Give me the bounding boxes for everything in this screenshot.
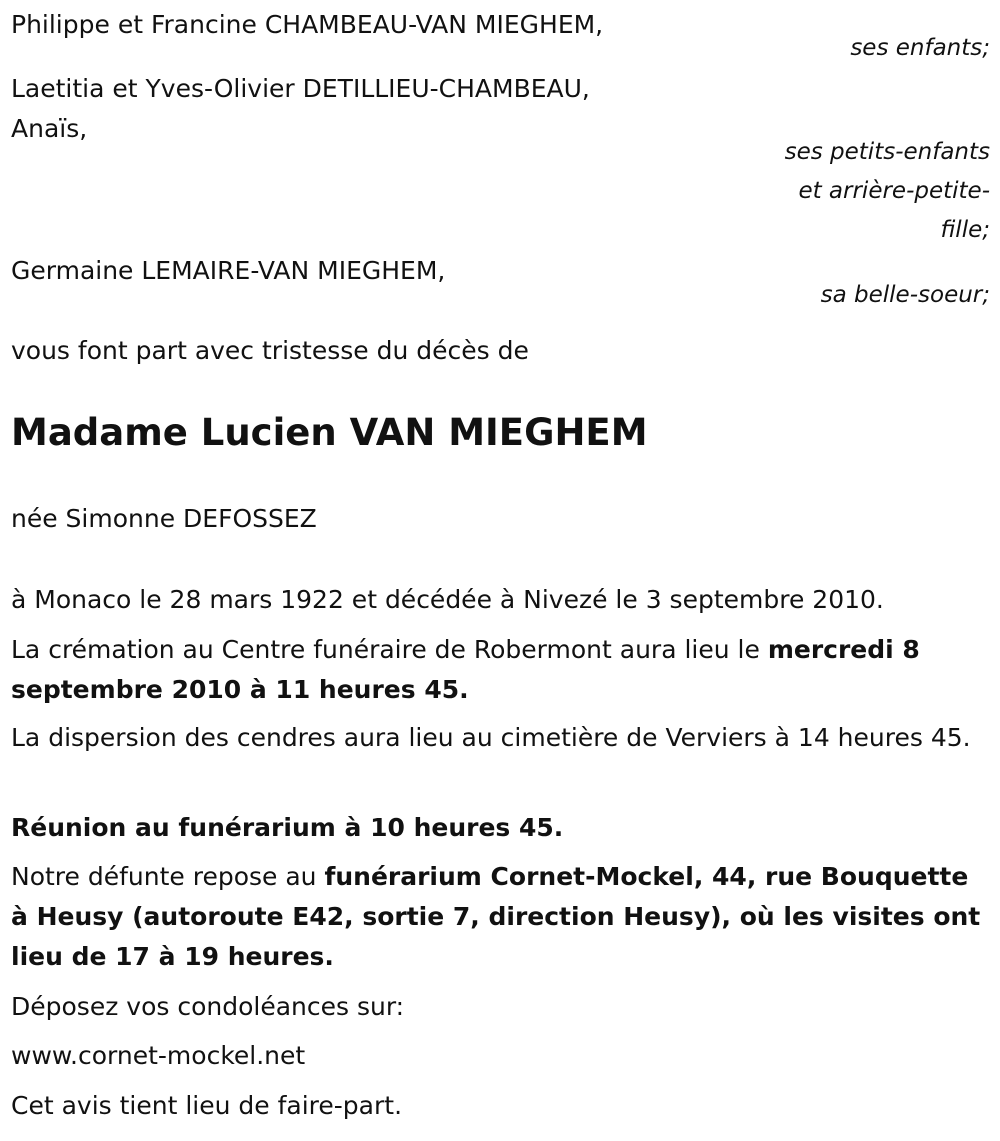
rest-text: Notre défunte repose au [11, 862, 325, 891]
children-role: ses enfants; [850, 35, 990, 61]
reunion-text: Réunion au funérarium à 10 heures 45. [11, 813, 564, 842]
website-link[interactable]: www.cornet-mockel.net [11, 1041, 306, 1070]
grandchildren-role-line-3: fille; [940, 217, 990, 243]
cremation-date: mercredi 8 septembre 2010 à 11 heures 45. [11, 635, 920, 704]
dispersion-paragraph: La dispersion des cendres aura lieu au cimetière de Verviers à 14 heures 45. [11, 723, 971, 752]
announcement-text: vous font part avec tristesse du décès de [11, 336, 529, 365]
condolences-label: Déposez vos condoléances sur: [11, 992, 405, 1021]
birth-name: née Simonne DEFOSSEZ [11, 504, 317, 533]
grandchildren-role-line-2: et arrière-petite- [798, 178, 990, 204]
notice-text: Cet avis tient lieu de faire-part. [11, 1091, 403, 1120]
sister-in-law-name: Germaine LEMAIRE-VAN MIEGHEM, [11, 256, 446, 285]
great-grandchild-name: Anaïs, [11, 114, 88, 143]
grandchildren-names: Laetitia et Yves-Olivier DETILLIEU-CHAMBEAU, [11, 74, 590, 103]
cremation-paragraph [11, 630, 986, 710]
cremation-text: La crémation au Centre funéraire de Robermont aura lieu le [11, 635, 768, 664]
grandchildren-role-line-1: ses petits-enfants [784, 139, 990, 165]
life-dates: à Monaco le 28 mars 1922 et décédée à Nivezé le 3 septembre 2010. [11, 585, 884, 614]
rest-place: funérarium Cornet-Mockel, 44, rue Bouquette à Heusy (autoroute E42, sortie 7, direction Heusy), où les visites ont lieu de 17 à 19 heures. [11, 862, 981, 971]
deceased-name: Madame Lucien VAN MIEGHEM [11, 411, 648, 454]
rest-paragraph [11, 857, 986, 977]
reunion-paragraph [11, 808, 986, 848]
children-names: Philippe et Francine CHAMBEAU-VAN MIEGHEM, [11, 10, 604, 39]
sister-in-law-role: sa belle-soeur; [820, 282, 990, 308]
